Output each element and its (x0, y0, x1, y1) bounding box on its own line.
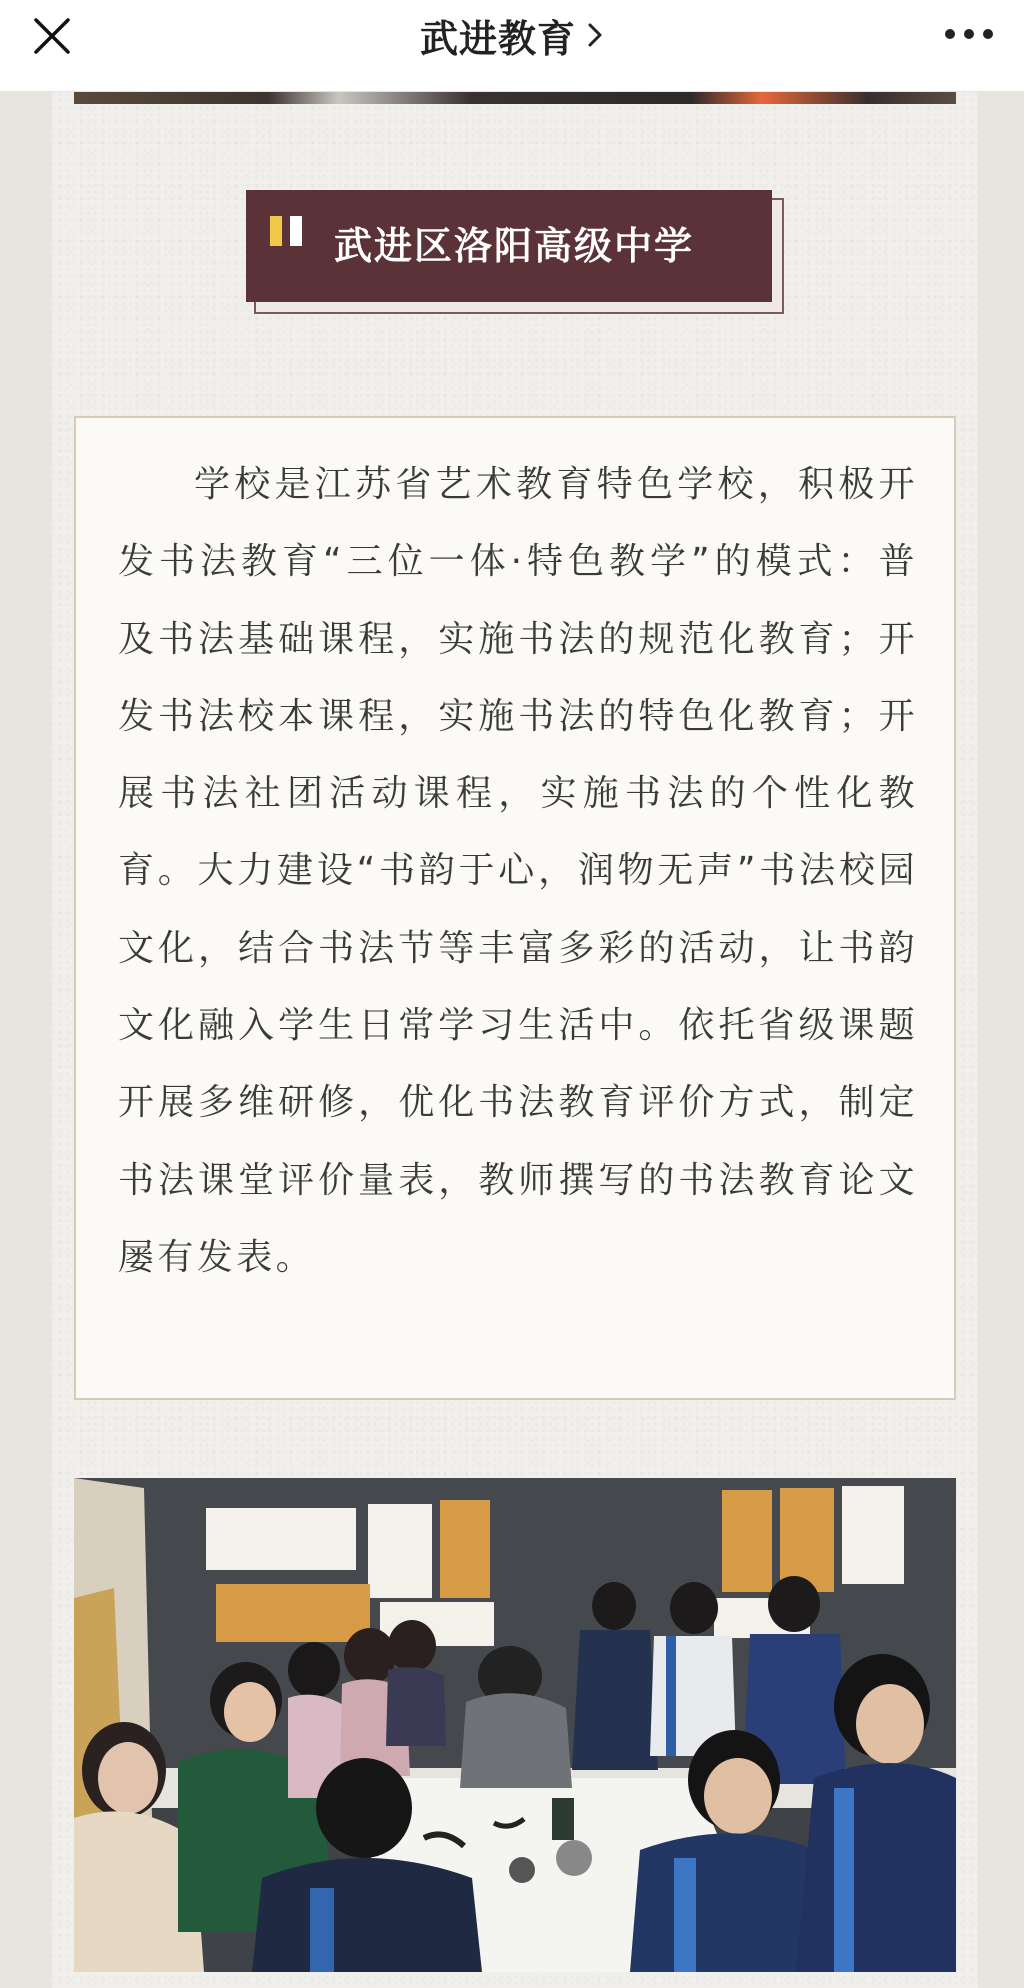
previous-photo-edge (74, 92, 956, 104)
photo-illustration (74, 1478, 956, 1972)
more-icon (942, 22, 996, 46)
page-margin-right (978, 92, 1024, 1988)
article-paragraph: 学校是江苏省艺术教育特色学校，积极开发书法教育“三位一体·特色教学”的模式：普及书法基础课程，实施书法的规范化教育；开发书法校本课程，实施书法的特色化教育；开展书法社团活动课程，实施书法的个性化教育。大力建设“书韵于心，润物无声”书法校园文化，结合书法节等丰富多彩的活动，让书韵文化融入学生日常学习生活中。依托省级课题开展多维研修，优化书法教育评价方式，制定书法课堂评价量表，教师撰写的书法教育论文屡有发表。 (118, 464, 918, 1278)
page-margin-left (0, 92, 52, 1988)
title-bars-icon (268, 214, 308, 248)
chevron-right-icon (586, 22, 604, 48)
section-title-banner (246, 190, 772, 302)
article-text-card (74, 416, 956, 1400)
account-name: 武进教育 (419, 16, 576, 61)
top-navigation-bar (0, 0, 1024, 92)
more-options-button[interactable] (942, 22, 996, 46)
calligraphy-class-photo (74, 1478, 956, 1972)
section-title: 武进区洛阳高级中学 (334, 224, 695, 268)
account-title-link[interactable] (0, 0, 1024, 70)
